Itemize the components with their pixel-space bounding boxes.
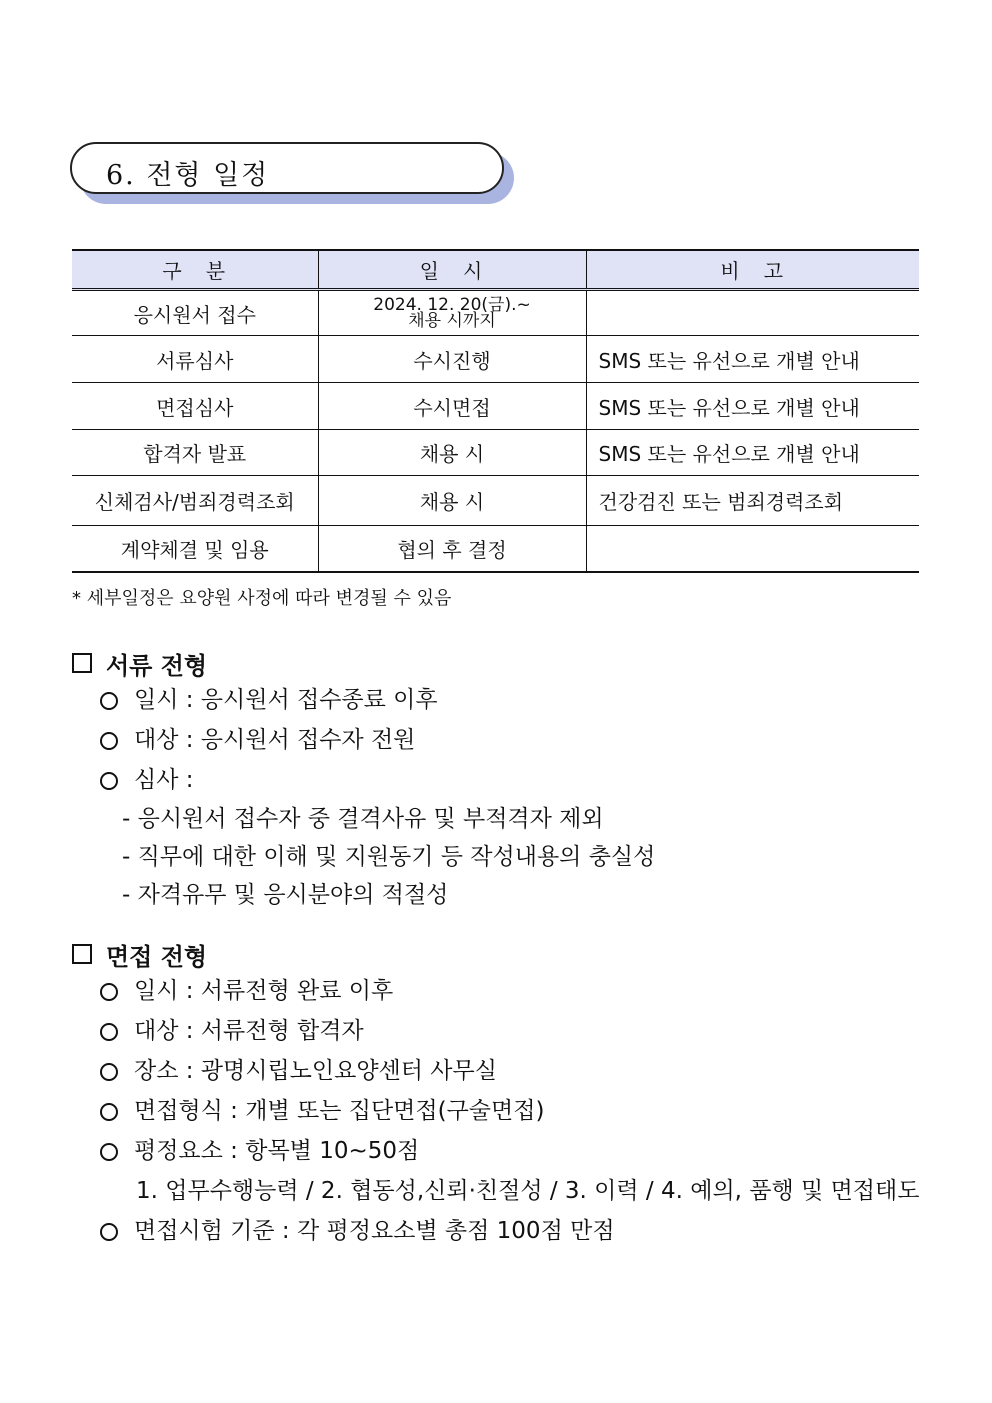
row-note: 건강검진 또는 범죄경력조회 <box>586 476 919 526</box>
list-item: 평정요소 : 항목별 10~50점 <box>72 1131 922 1171</box>
circle-bullet-icon <box>100 1143 118 1161</box>
table-row <box>72 526 919 572</box>
circle-bullet-icon <box>100 732 118 750</box>
row-note <box>586 290 919 336</box>
table-row <box>72 383 919 430</box>
circle-bullet-icon <box>100 1103 118 1121</box>
circle-bullet-icon <box>100 1223 118 1241</box>
row-date: 수시진행 <box>318 336 586 383</box>
list-item: 면접형식 : 개별 또는 집단면접(구술면접) <box>72 1091 922 1131</box>
title-box <box>70 142 504 194</box>
row-category: 면접심사 <box>72 383 318 430</box>
circle-bullet-icon <box>100 772 118 790</box>
table-header-row <box>72 250 919 290</box>
header-category: 구 분 <box>72 250 318 290</box>
checkbox-square-icon <box>72 653 92 673</box>
row-note: SMS 또는 유선으로 개별 안내 <box>586 430 919 476</box>
table-row <box>72 476 919 526</box>
table-row <box>72 290 919 336</box>
doc-screening-section <box>72 646 655 914</box>
list-item: 대상 : 서류전형 합격자 <box>72 1011 922 1051</box>
list-item: 장소 : 광명시립노인요양센터 사무실 <box>72 1051 922 1091</box>
section-title-banner <box>70 142 516 206</box>
list-item: 면접시험 기준 : 각 평정요소별 총점 100점 만점 <box>72 1211 922 1251</box>
row-date-line2: 채용 시까지 <box>408 311 496 331</box>
row-date: 협의 후 결정 <box>318 526 586 572</box>
row-date: 수시면접 <box>318 383 586 430</box>
row-note <box>586 526 919 572</box>
evaluation-factors: 1. 업무수행능력 / 2. 협동성,신뢰·친절성 / 3. 이력 / 4. 예의, 품행 및 면접태도 <box>136 1178 920 1204</box>
row-note: SMS 또는 유선으로 개별 안내 <box>586 336 919 383</box>
row-date: 채용 시 <box>318 430 586 476</box>
footnote: * 세부일정은 요양원 사정에 따라 변경될 수 있음 <box>72 588 452 609</box>
criteria-item: - 자격유무 및 응시분야의 적절성 <box>122 882 449 908</box>
circle-bullet-icon <box>100 1063 118 1081</box>
row-category: 계약체결 및 임용 <box>72 526 318 572</box>
row-category: 응시원서 접수 <box>72 290 318 336</box>
doc-screening-title: 서류 전형 <box>106 651 208 680</box>
list-item: 대상 : 응시원서 접수자 전원 <box>72 720 655 760</box>
section-title: 6. 전형 일정 <box>106 160 270 191</box>
interview-section <box>72 937 922 1251</box>
criteria-item: - 응시원서 접수자 중 결격사유 및 부적격자 제외 <box>122 806 604 832</box>
row-category: 서류심사 <box>72 336 318 383</box>
row-category: 합격자 발표 <box>72 430 318 476</box>
section-heading <box>72 937 922 971</box>
circle-bullet-icon <box>100 692 118 710</box>
table-row <box>72 430 919 476</box>
row-date-line1: 2024. 12. 20(금).~ <box>373 295 531 315</box>
list-item: 일시 : 응시원서 접수종료 이후 <box>72 680 655 720</box>
section-heading <box>72 646 655 680</box>
header-note: 비 고 <box>586 250 919 290</box>
header-date: 일 시 <box>318 250 586 290</box>
interview-title: 면접 전형 <box>106 942 208 971</box>
list-item: 심사 : <box>72 760 655 800</box>
row-note: SMS 또는 유선으로 개별 안내 <box>586 383 919 430</box>
row-date: 채용 시 <box>318 476 586 526</box>
row-category: 신체검사/범죄경력조회 <box>72 476 318 526</box>
list-item: 일시 : 서류전형 완료 이후 <box>72 971 922 1011</box>
schedule-table <box>72 249 919 573</box>
table-row <box>72 336 919 383</box>
row-date <box>318 290 586 336</box>
circle-bullet-icon <box>100 983 118 1001</box>
checkbox-square-icon <box>72 944 92 964</box>
criteria-item: - 직무에 대한 이해 및 지원동기 등 작성내용의 충실성 <box>122 844 656 870</box>
circle-bullet-icon <box>100 1023 118 1041</box>
